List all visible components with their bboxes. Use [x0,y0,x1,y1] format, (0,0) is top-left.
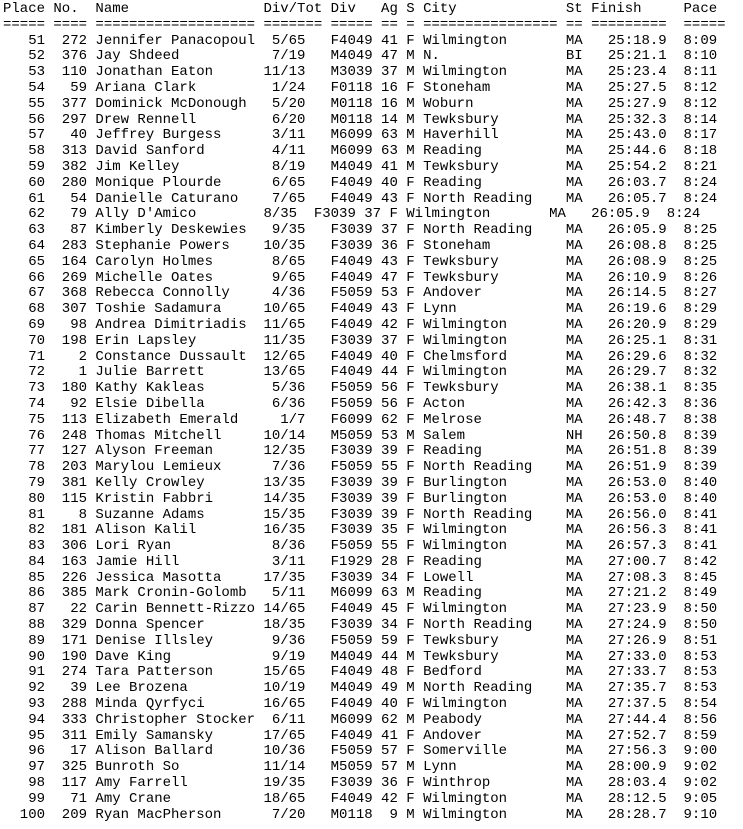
result-row: 93 288 Minda Qyrfyci 16/65 F4049 40 F Wilmington MA 27:37.5 8:54 [3,696,718,713]
result-row: 78 203 Marylou Lemieux 7/36 F5059 55 F North Reading MA 26:51.9 8:39 [3,459,718,476]
results-table-separator: ===== ==== =================== ======= ===== == = ================ == ========= ===== [3,16,726,33]
result-row: 54 59 Ariana Clark 1/24 F0118 16 F Stoneham MA 25:27.5 8:12 [3,79,718,96]
result-row: 87 22 Carin Bennett-Rizzo 14/65 F4049 45 F Wilmington MA 27:23.9 8:50 [3,601,718,618]
result-row: 63 87 Kimberly Deskewies 9/35 F3039 37 F North Reading MA 26:05.9 8:25 [3,222,718,239]
result-row: 56 297 Drew Rennell 6/20 M0118 14 M Tewksbury MA 25:32.3 8:14 [3,111,718,128]
result-row: 77 127 Alyson Freeman 12/35 F3039 39 F Reading MA 26:51.8 8:39 [3,443,718,460]
result-row: 76 248 Thomas Mitchell 10/14 M5059 53 M Salem NH 26:50.8 8:39 [3,427,718,444]
result-row: 67 368 Rebecca Connolly 4/36 F5059 53 F Andover MA 26:14.5 8:27 [3,285,718,302]
result-row: 75 113 Elizabeth Emerald 1/7 F6099 62 F Melrose MA 26:48.7 8:38 [3,411,718,428]
result-row: 69 98 Andrea Dimitriadis 11/65 F4049 42 F Wilmington MA 26:20.9 8:29 [3,316,718,333]
result-row: 84 163 Jamie Hill 3/11 F1929 28 F Reading MA 27:00.7 8:42 [3,553,718,570]
result-row: 90 190 Dave King 9/19 M4049 44 M Tewksbury MA 27:33.0 8:53 [3,648,718,665]
result-row: 66 269 Michelle Oates 9/65 F4049 47 F Tewksbury MA 26:10.9 8:26 [3,269,718,286]
result-row: 59 382 Jim Kelley 8/19 M4049 41 M Tewksbury MA 25:54.2 8:21 [3,158,718,175]
result-row: 70 198 Erin Lapsley 11/35 F3039 37 F Wilmington MA 26:25.1 8:31 [3,332,718,349]
result-row: 85 226 Jessica Masotta 17/35 F3039 34 F Lowell MA 27:08.3 8:45 [3,569,718,586]
result-row: 89 171 Denise Illsley 9/36 F5059 59 F Tewksbury MA 27:26.9 8:51 [3,632,718,649]
result-row: 86 385 Mark Cronin-Golomb 5/11 M6099 63 M Reading MA 27:21.2 8:49 [3,585,718,602]
result-row: 57 40 Jeffrey Burgess 3/11 M6099 63 M Haverhill MA 25:43.0 8:17 [3,127,718,144]
results-table-header: Place No. Name Div/Tot Div Ag S City St Finish Pace [3,1,718,17]
result-row: 72 1 Julie Barrett 13/65 F4049 44 F Wilmington MA 26:29.7 8:32 [3,364,718,381]
result-row: 96 17 Alison Ballard 10/36 F5059 57 F Somerville MA 27:56.3 9:00 [3,743,718,760]
result-row: 61 54 Danielle Caturano 7/65 F4049 43 F North Reading MA 26:05.7 8:24 [3,190,718,207]
result-row: 58 313 David Sanford 4/11 M6099 63 M Reading MA 25:44.6 8:18 [3,143,718,160]
result-row: 98 117 Amy Farrell 19/35 F3039 36 F Winthrop MA 28:03.4 9:02 [3,775,718,792]
result-row: 91 274 Tara Patterson 15/65 F4049 48 F Bedford MA 27:33.7 8:53 [3,664,718,681]
result-row: 71 2 Constance Dussault 12/65 F4049 40 F Chelmsford MA 26:29.6 8:32 [3,348,718,365]
result-row: 62 79 Ally D'Amico 8/35 F3039 37 F Wilmington MA 26:05.9 8:24 [3,206,701,223]
result-row: 68 307 Toshie Sadamura 10/65 F4049 43 F Lynn MA 26:19.6 8:29 [3,301,718,318]
result-row: 100 209 Ryan MacPherson 7/20 M0118 9 M Wilmington MA 28:28.7 9:10 [3,806,718,823]
result-row: 53 110 Jonathan Eaton 11/13 M3039 37 M Wilmington MA 25:23.4 8:11 [3,64,718,81]
result-row: 79 381 Kelly Crowley 13/35 F3039 39 F Burlington MA 26:53.0 8:40 [3,474,718,491]
result-row: 81 8 Suzanne Adams 15/35 F3039 39 F North Reading MA 26:56.0 8:41 [3,506,718,523]
result-row: 92 39 Lee Brozena 10/19 M4049 49 M North Reading MA 27:35.7 8:53 [3,680,718,697]
result-row: 80 115 Kristin Fabbri 14/35 F3039 39 F Burlington MA 26:53.0 8:40 [3,490,718,507]
result-row: 99 71 Amy Crane 18/65 F4049 42 F Wilmington MA 28:12.5 9:05 [3,790,718,807]
result-row: 65 164 Carolyn Holmes 8/65 F4049 43 F Tewksbury MA 26:08.9 8:25 [3,253,718,270]
result-row: 64 283 Stephanie Powers 10/35 F3039 36 F Stoneham MA 26:08.8 8:25 [3,237,718,254]
result-row: 74 92 Elsie Dibella 6/36 F5059 56 F Acton MA 26:42.3 8:36 [3,395,718,412]
result-row: 73 180 Kathy Kakleas 5/36 F5059 56 F Tewksbury MA 26:38.1 8:35 [3,380,718,397]
result-row: 55 377 Dominick McDonough 5/20 M0118 16 M Woburn MA 25:27.9 8:12 [3,95,718,112]
result-row: 82 181 Alison Kalil 16/35 F3039 35 F Wilmington MA 26:56.3 8:41 [3,522,718,539]
result-row: 97 325 Bunroth So 11/14 M5059 57 M Lynn MA 28:00.9 9:02 [3,759,718,776]
result-row: 52 376 Jay Shdeed 7/19 M4049 47 M N. BI 25:21.1 8:10 [3,48,718,65]
result-row: 83 306 Lori Ryan 8/36 F5059 55 F Wilmington MA 26:57.3 8:41 [3,538,718,555]
result-row: 51 272 Jennifer Panacopoul 5/65 F4049 41 F Wilmington MA 25:18.9 8:09 [3,32,718,49]
result-row: 60 280 Monique Plourde 6/65 F4049 40 F Reading MA 26:03.7 8:24 [3,174,718,191]
result-row: 95 311 Emily Samansky 17/65 F4049 41 F Andover MA 27:52.7 8:59 [3,727,718,744]
result-row: 88 329 Donna Spencer 18/35 F3039 34 F North Reading MA 27:24.9 8:50 [3,617,718,634]
result-row: 94 333 Christopher Stocker 6/11 M6099 62 M Peabody MA 27:44.4 8:56 [3,711,718,728]
